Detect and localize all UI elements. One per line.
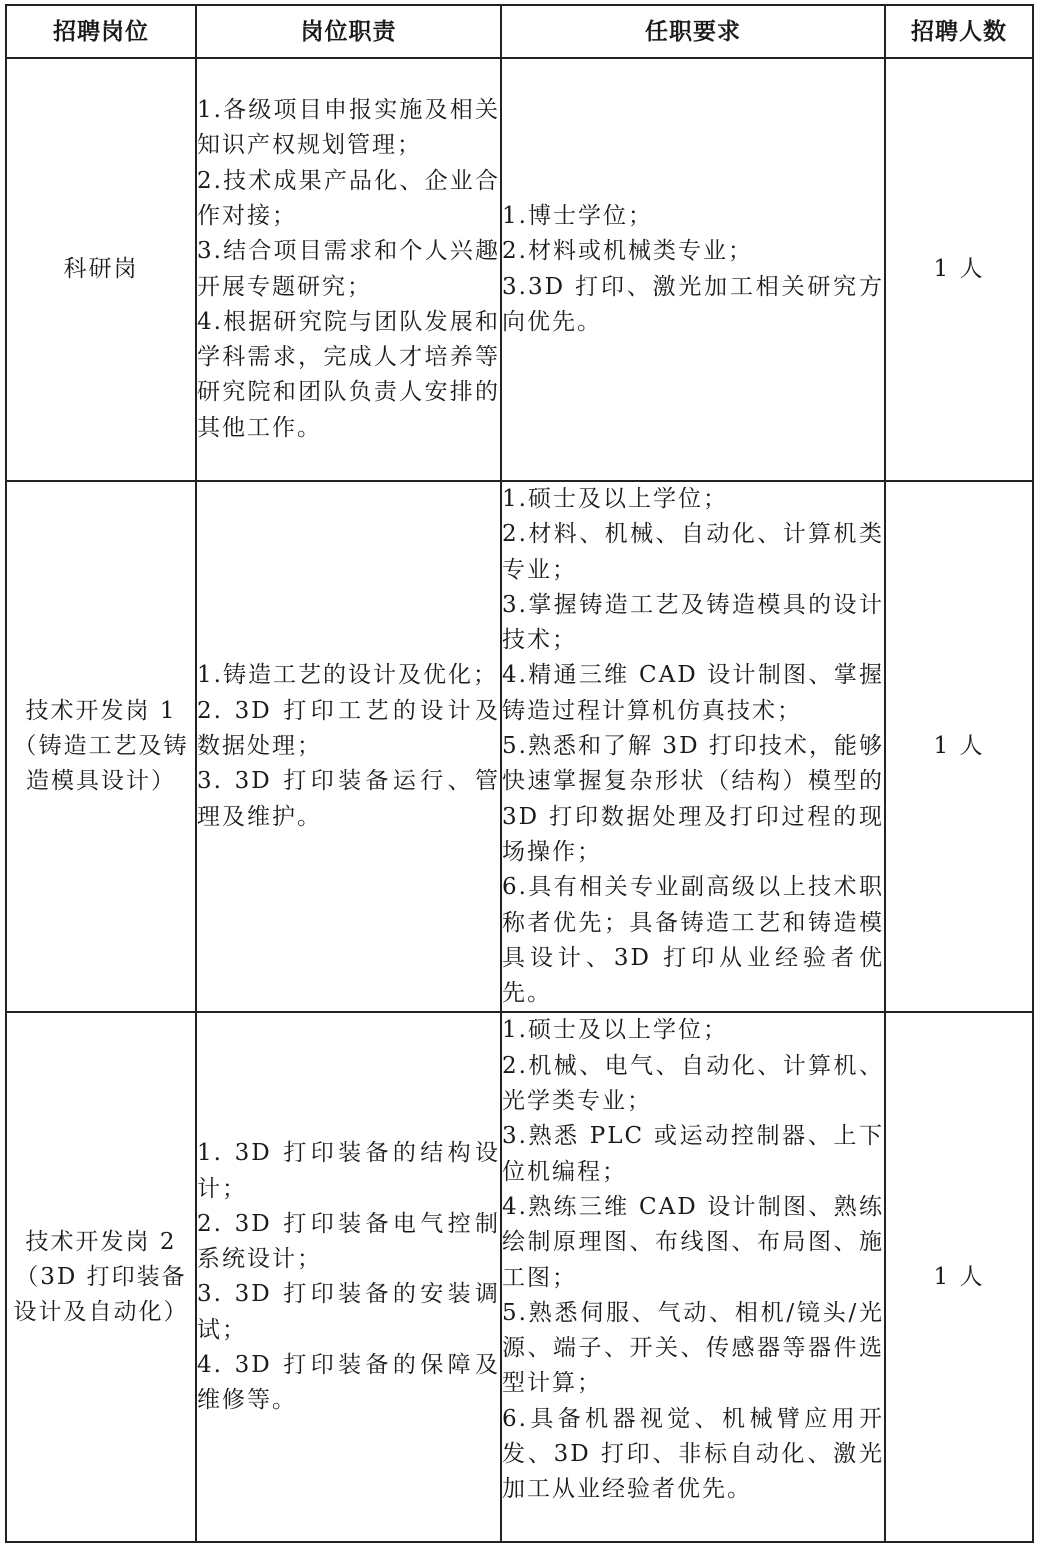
header-post: 招聘岗位 — [6, 5, 196, 58]
duty-item: 2.技术成果产品化、企业合作对接； — [197, 167, 500, 229]
duty-item: 4. 3D 打印装备的保障及维修等。 — [197, 1352, 500, 1414]
post-name: 技术开发岗 1 — [25, 697, 177, 724]
table-row — [6, 58, 1033, 481]
header-count: 招聘人数 — [885, 5, 1033, 58]
duty-item: 1.各级项目申报实施及相关知识产权规划管理； — [197, 97, 500, 159]
requirement-item: 5.熟悉和了解 3D 打印技术，能够快速掌握复杂形状（结构）模型的 3D 打印数据处理及打印过程的现场操作； — [502, 733, 884, 865]
duties-cell — [196, 481, 501, 1012]
requirement-item: 2.材料、机械、自动化、计算机类专业； — [502, 521, 884, 583]
requirement-item: 3.熟悉 PLC 或运动控制器、上下位机编程； — [502, 1123, 884, 1185]
requirements-cell — [501, 1012, 885, 1542]
post-cell — [6, 58, 196, 481]
duty-item: 4.根据研究院与团队发展和学科需求，完成人才培养等研究院和团队负责人安排的其他工作。 — [197, 308, 500, 441]
requirement-item: 5.熟悉伺服、气动、相机/镜头/光源、端子、开关、传感器等器件选型计算； — [502, 1299, 884, 1397]
requirements-cell — [501, 58, 885, 481]
count-cell: 1 人 — [885, 1012, 1033, 1542]
post-cell — [6, 1012, 196, 1542]
requirement-item: 1.硕士及以上学位； — [502, 1017, 728, 1044]
requirement-item: 6.具有相关专业副高级以上技术职称者优先；具备铸造工艺和铸造模具设计、3D 打印从业经验者优先。 — [502, 874, 884, 1007]
duty-item: 3.结合项目需求和个人兴趣开展专题研究； — [197, 238, 500, 300]
duty-item: 1. 3D 打印装备的结构设计； — [197, 1140, 500, 1202]
duties-cell — [196, 1012, 501, 1542]
requirement-item: 3.3D 打印、激光加工相关研究方向优先。 — [502, 273, 884, 335]
count-cell: 1 人 — [885, 58, 1033, 481]
duty-item: 3. 3D 打印装备运行、管理及维护。 — [197, 768, 500, 830]
header-requirements: 任职要求 — [501, 5, 885, 58]
duty-item: 2. 3D 打印装备电气控制系统设计； — [197, 1210, 500, 1273]
table-row — [6, 481, 1033, 1012]
post-subtitle: （铸造工艺及铸造模具设计） — [13, 733, 189, 795]
post-subtitle: （3D 打印装备设计及自动化） — [13, 1263, 189, 1326]
duty-item: 3. 3D 打印装备的安装调试； — [197, 1281, 500, 1343]
requirement-item: 2.材料或机械类专业； — [502, 238, 753, 265]
requirement-item: 1.硕士及以上学位； — [502, 486, 728, 512]
header-row — [6, 5, 1033, 58]
duty-item: 2. 3D 打印工艺的设计及数据处理； — [197, 697, 500, 760]
requirement-item: 6.具备机器视觉、机械臂应用开发、3D 打印、非标自动化、激光加工从业经验者优先。 — [502, 1405, 884, 1503]
duties-cell — [196, 58, 501, 481]
requirement-item: 1.博士学位； — [502, 202, 653, 229]
requirement-item: 4.熟练三维 CAD 设计制图、熟练绘制原理图、布线图、布局图、施工图； — [502, 1193, 884, 1291]
post-name: 技术开发岗 2 — [25, 1228, 177, 1255]
requirement-item: 4.精通三维 CAD 设计制图、掌握铸造过程计算机仿真技术； — [502, 662, 884, 724]
requirements-cell — [501, 481, 885, 1012]
post-cell — [6, 481, 196, 1012]
table-row — [6, 1012, 1033, 1542]
recruitment-table — [5, 4, 1034, 1543]
requirement-item: 3.掌握铸造工艺及铸造模具的设计技术； — [502, 591, 884, 654]
count-cell: 1 人 — [885, 481, 1033, 1012]
duty-item: 1.铸造工艺的设计及优化； — [197, 662, 498, 689]
post-name: 科研岗 — [63, 255, 139, 282]
header-duties: 岗位职责 — [196, 5, 501, 58]
requirement-item: 2.机械、电气、自动化、计算机、光学类专业； — [502, 1052, 884, 1115]
